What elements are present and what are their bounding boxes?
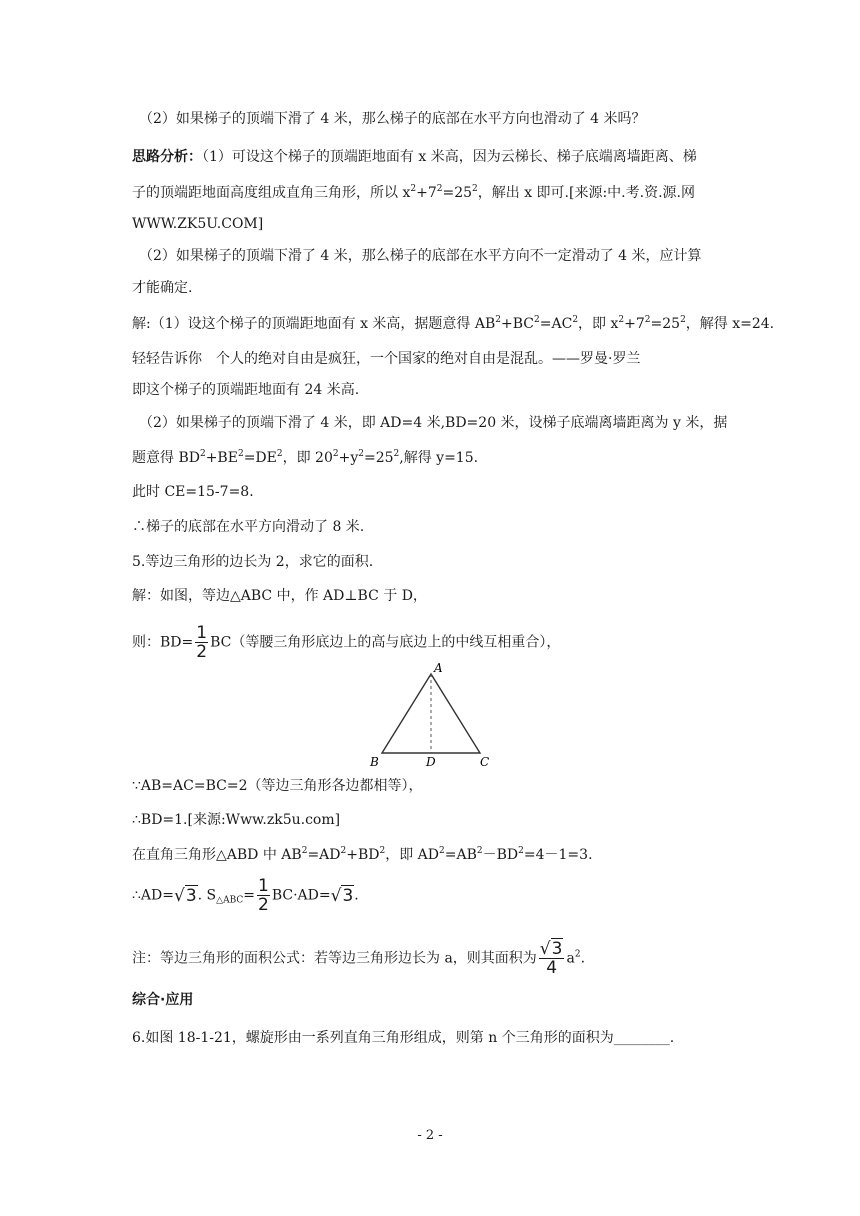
text: ，解得 x=24.: [685, 316, 775, 332]
exp: 2: [680, 315, 686, 325]
text: ∴AD=: [132, 887, 174, 904]
area-line: [132, 877, 359, 914]
exp: 2: [439, 846, 445, 856]
solution-conclusion: ∴梯子的底部在水平方向滑动了 8 米.: [132, 519, 365, 535]
numerator: [539, 940, 565, 959]
exp: 2: [618, 315, 625, 325]
exp: 2: [644, 315, 651, 325]
text: 注：等边三角形的面积公式：若等边三角形边长为 a，则其面积为: [132, 950, 537, 967]
exp: 2: [301, 846, 308, 856]
numerator: 1: [257, 876, 269, 896]
text: 解:（1）设这个梯子的顶端距地面有 x 米高，据题意得 AB: [132, 316, 496, 332]
radicand: 3: [551, 939, 563, 959]
bd-line: ∴BD=1.[来源:Www.zk5u.com]: [132, 812, 341, 828]
text: =25: [363, 450, 394, 466]
text: 在直角三角形△ABD 中 AB: [132, 847, 302, 863]
fraction-one-half: [257, 877, 270, 914]
exp: 2: [572, 315, 579, 325]
radicand: 3: [185, 885, 197, 906]
triangle-figure: [360, 660, 500, 772]
text: 题意得 BD: [132, 450, 200, 466]
text: =AB: [444, 847, 477, 863]
exp: 2: [436, 184, 443, 194]
text: =DE: [243, 450, 277, 466]
text: . S: [197, 887, 217, 904]
analysis-line: [132, 147, 697, 167]
exp: 2: [358, 449, 364, 459]
text: 则：BD=: [132, 634, 194, 651]
text: BC（等腰三角形底边上的高与底边上的中线互相重合），: [210, 634, 561, 651]
label-a: A: [434, 661, 443, 675]
text: ,解得 y=15.: [399, 450, 479, 466]
sqrt-3: √3: [330, 885, 354, 906]
exp: 2: [237, 449, 244, 459]
sqrt-3: √3: [173, 885, 197, 906]
exp: 2: [332, 449, 339, 459]
part2-line: （2）如果梯子的顶端下滑了 4 米，那么梯子的底部在水平方向不一定滑动了 4 米，应计算: [139, 248, 702, 264]
text: ，即 20: [282, 450, 333, 466]
exp: 2: [495, 315, 502, 325]
page-number: - 2 -: [417, 1128, 443, 1143]
text: +7: [416, 185, 437, 201]
solution-ce: 此时 CE=15-7=8.: [132, 484, 254, 500]
text: +7: [624, 316, 645, 332]
exp: 2: [340, 846, 347, 856]
text: +BD: [346, 847, 380, 863]
solution-part2: （2）如果梯子的顶端下滑了 4 米，即 AD=4 米,BD=20 米，设梯子底端离墙距离为 y 米，据: [139, 415, 728, 431]
part2-line-2: 才能确定.: [132, 280, 193, 296]
text: ，即 AD: [385, 847, 440, 863]
text: =25: [442, 185, 473, 201]
fraction-sqrt3-over-4: [539, 940, 565, 977]
exp: 2: [379, 846, 386, 856]
exp: 2: [199, 449, 206, 459]
equal-sides-line: ∵AB=AC=BC=2（等边三角形各边都相等），: [132, 778, 423, 794]
text: =AC: [539, 316, 573, 332]
denominator: 2: [196, 642, 208, 662]
text: ，即 x: [578, 316, 619, 332]
text: ，解出 x 即可.[来源:中.考.资.源.网: [477, 185, 695, 201]
text: +BE: [205, 450, 238, 466]
denominator: 4: [546, 958, 558, 978]
analysis-heading: 思路分析：: [132, 149, 202, 165]
solution-result: 即这个梯子的顶端距地面有 24 米高.: [132, 382, 360, 398]
period: .: [580, 950, 586, 967]
analysis-text: （1）可设这个梯子的顶端距地面有 x 米高，因为云梯长、梯子底端离墙距离、梯: [202, 149, 697, 165]
exp: 2: [574, 949, 581, 960]
exp: 2: [472, 184, 478, 194]
solution-line: [132, 314, 774, 334]
right-triangle-line: [132, 845, 593, 865]
fraction-one-half: [195, 624, 208, 661]
note-line: [132, 940, 585, 977]
exp: 2: [534, 315, 540, 325]
analysis-line-2: [132, 183, 695, 203]
text: +BC: [501, 316, 535, 332]
label-b: B: [370, 755, 379, 769]
radicand: 3: [342, 885, 354, 906]
text: =4－1=3.: [523, 847, 593, 863]
exp: 2: [518, 846, 524, 856]
text: =25: [650, 316, 681, 332]
label-c: C: [480, 755, 490, 769]
exp: 2: [410, 184, 417, 194]
text: －BD: [482, 847, 519, 863]
quote-line: 轻轻告诉你 个人的绝对自由是疯狂，一个国家的绝对自由是混乱。——罗曼·罗兰: [132, 351, 641, 367]
question-line: （2）如果梯子的顶端下滑了 4 米，那么梯子的底部在水平方向也滑动了 4 米吗？: [139, 111, 646, 127]
exp: 2: [393, 449, 400, 459]
numerator: 1: [196, 623, 208, 643]
problem-5-bd: [132, 624, 560, 661]
text: 子的顶端距地面高度组成直角三角形，所以 x: [132, 185, 411, 201]
section-heading: 综合·应用: [132, 992, 194, 1008]
sqrt-3: √3: [539, 939, 563, 959]
problem-5-solution: 解：如图，等边△ABC 中，作 AD⊥BC 于 D，: [132, 588, 427, 604]
problem-6: 6.如图 18-1-21，螺旋形由一系列直角三角形组成，则第 n 个三角形的面积为________.: [132, 1030, 675, 1046]
text: =AD: [307, 847, 341, 863]
text: +y: [338, 450, 359, 466]
text: a: [566, 950, 575, 967]
source-line: WWW.ZK5U.COM]: [132, 216, 264, 232]
problem-5: 5.等边三角形的边长为 2，求它的面积.: [132, 554, 374, 570]
subscript: △ABC: [216, 895, 244, 906]
label-d: D: [426, 755, 436, 769]
text: .: [354, 887, 359, 904]
solution-part2-2: [132, 448, 478, 468]
exp: 2: [276, 449, 283, 459]
text: =: [243, 887, 255, 904]
text: BC·AD=: [271, 887, 331, 904]
exp: 2: [476, 846, 483, 856]
denominator: 2: [257, 895, 269, 915]
